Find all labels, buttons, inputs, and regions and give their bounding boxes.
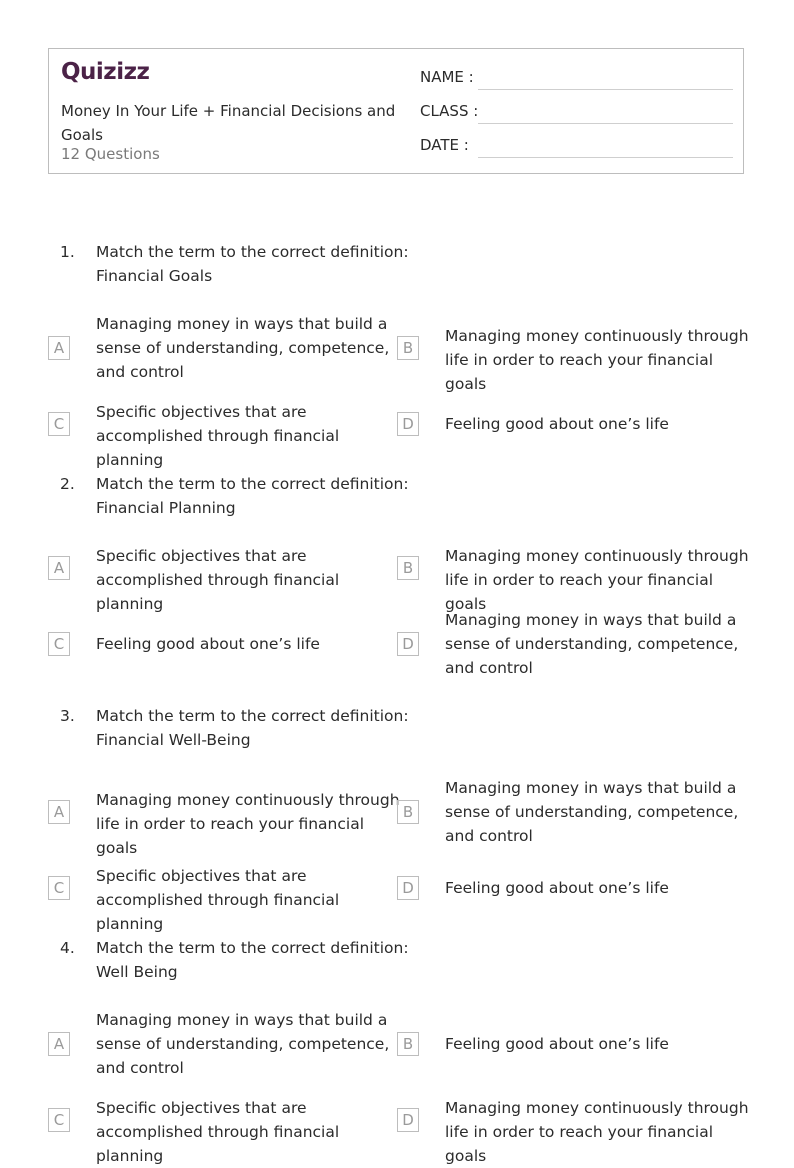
option-box-b[interactable]: B: [397, 336, 419, 360]
option-box-d[interactable]: D: [397, 412, 419, 436]
option-box-a[interactable]: A: [48, 800, 70, 824]
class-label: CLASS :: [420, 102, 479, 120]
date-label: DATE :: [420, 136, 469, 154]
question-text: Match the term to the correct definition: Financial Planning: [96, 475, 409, 517]
option-box-d[interactable]: D: [397, 876, 419, 900]
option-box-d[interactable]: D: [397, 632, 419, 656]
option-box-c[interactable]: C: [48, 876, 70, 900]
option-box-b[interactable]: B: [397, 1032, 419, 1056]
option-text-c: Specific objectives that are accomplished through financial planning: [96, 1099, 340, 1165]
question-number: 4.: [60, 939, 75, 957]
option-text-b: Managing money continuously through life in order to reach your financial goals: [445, 547, 749, 613]
question-text: Match the term to the correct definition: Financial Goals: [96, 243, 409, 285]
question-count: 12 Questions: [61, 145, 160, 163]
class-field[interactable]: [478, 123, 733, 124]
option-box-c[interactable]: C: [48, 412, 70, 436]
option-text-c: Specific objectives that are accomplished through financial planning: [96, 403, 340, 469]
option-box-b[interactable]: B: [397, 800, 419, 824]
option-box-c[interactable]: C: [48, 632, 70, 656]
option-box-a[interactable]: A: [48, 1032, 70, 1056]
option-text-b: Feeling good about one’s life: [445, 1035, 669, 1053]
question-text: Match the term to the correct definition: Well Being: [96, 939, 409, 981]
date-field[interactable]: [478, 157, 733, 158]
name-label: NAME :: [420, 68, 474, 86]
question-text: Match the term to the correct definition: Financial Well-Being: [96, 707, 409, 749]
option-text-a: Managing money continuously through life in order to reach your financial goals: [96, 791, 400, 857]
option-text-a: Managing money in ways that build a sense of understanding, competence, and control: [96, 1011, 390, 1077]
option-text-d: Managing money in ways that build a sense of understanding, competence, and control: [445, 611, 739, 677]
option-box-c[interactable]: C: [48, 1108, 70, 1132]
option-text-c: Specific objectives that are accomplished through financial planning: [96, 867, 340, 933]
option-text-b: Managing money in ways that build a sense of understanding, competence, and control: [445, 779, 739, 845]
question-number: 2.: [60, 475, 75, 493]
option-box-a[interactable]: A: [48, 556, 70, 580]
option-text-d: Feeling good about one’s life: [445, 415, 669, 433]
question-number: 3.: [60, 707, 75, 725]
option-text-a: Managing money in ways that build a sense of understanding, competence, and control: [96, 315, 390, 381]
option-text-d: Feeling good about one’s life: [445, 879, 669, 897]
worksheet-title: Money In Your Life + Financial Decisions and Goals: [61, 102, 396, 144]
option-box-a[interactable]: A: [48, 336, 70, 360]
name-field[interactable]: [478, 89, 733, 90]
quizizz-logo: Quizizz: [61, 59, 150, 85]
option-box-d[interactable]: D: [397, 1108, 419, 1132]
option-text-a: Specific objectives that are accomplished through financial planning: [96, 547, 340, 613]
option-text-d: Managing money continuously through life in order to reach your financial goals: [445, 1099, 749, 1165]
worksheet-header: [48, 48, 744, 174]
option-text-c: Feeling good about one’s life: [96, 635, 320, 653]
option-box-b[interactable]: B: [397, 556, 419, 580]
option-text-b: Managing money continuously through life in order to reach your financial goals: [445, 327, 749, 393]
question-number: 1.: [60, 243, 75, 261]
